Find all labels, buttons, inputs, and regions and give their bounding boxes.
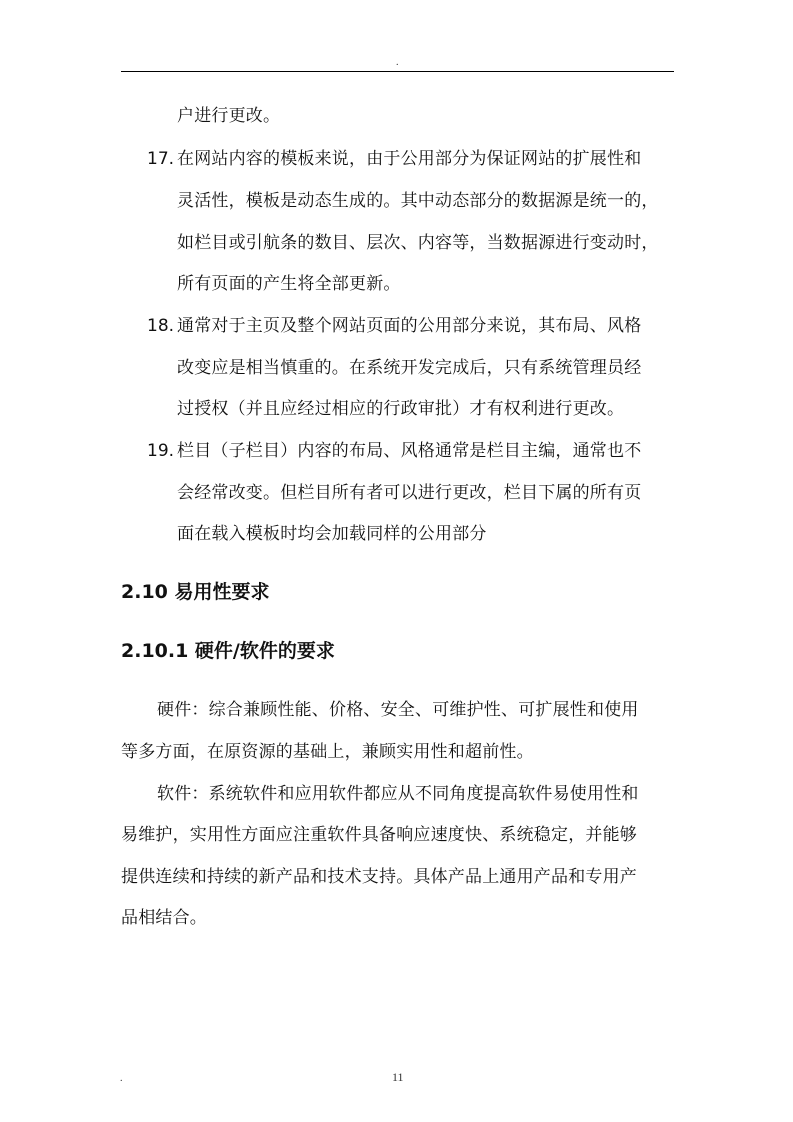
paragraph-line: 等多方面，在原资源的基础上，兼顾实用性和超前性。 <box>121 742 534 762</box>
list-line: 户进行更改。 <box>177 106 281 126</box>
list-line: 灵活性，模板是动态生成的。其中动态部分的数据源是统一的， <box>177 191 659 211</box>
paragraph-line: 提供连续和持续的新产品和技术支持。具体产品上通用产品和专用产 <box>121 867 637 887</box>
header-rule <box>121 71 674 72</box>
list-number: 17. <box>147 149 175 169</box>
list-line: 改变应是相当慎重的。在系统开发完成后，只有系统管理员经 <box>177 358 642 378</box>
footer-mark: . <box>120 1073 123 1084</box>
list-line: 通常对于主页及整个网站页面的公用部分来说，其布局、风格 <box>177 316 642 336</box>
list-number: 19. <box>147 441 175 461</box>
list-line: 过授权（并且应经过相应的行政审批）才有权利进行更改。 <box>177 399 625 419</box>
paragraph-line: 硬件：综合兼顾性能、价格、安全、可维护性、可扩展性和使用 <box>157 700 639 720</box>
list-line: 在网站内容的模板来说，由于公用部分为保证网站的扩展性和 <box>177 149 642 169</box>
paragraph-line: 品相结合。 <box>121 908 207 928</box>
subsection-heading: 2.10.1 硬件/软件的要求 <box>121 640 335 662</box>
list-line: 栏目（子栏目）内容的布局、风格通常是栏目主编，通常也不 <box>177 441 642 461</box>
list-line: 如栏目或引航条的数目、层次、内容等，当数据源进行变动时， <box>177 233 659 253</box>
header-mark: . <box>396 57 399 68</box>
list-line: 所有页面的产生将全部更新。 <box>177 274 401 294</box>
section-heading: 2.10 易用性要求 <box>121 581 270 603</box>
page-number: 11 <box>392 1070 404 1084</box>
paragraph-line: 软件：系统软件和应用软件都应从不同角度提高软件易使用性和 <box>157 784 639 804</box>
list-line: 面在载入模板时均会加载同样的公用部分 <box>177 524 487 544</box>
paragraph-line: 易维护，实用性方面应注重软件具备响应速度快、系统稳定，并能够 <box>121 825 637 845</box>
list-line: 会经常改变。但栏目所有者可以进行更改，栏目下属的所有页 <box>177 483 642 503</box>
list-number: 18. <box>147 316 175 336</box>
